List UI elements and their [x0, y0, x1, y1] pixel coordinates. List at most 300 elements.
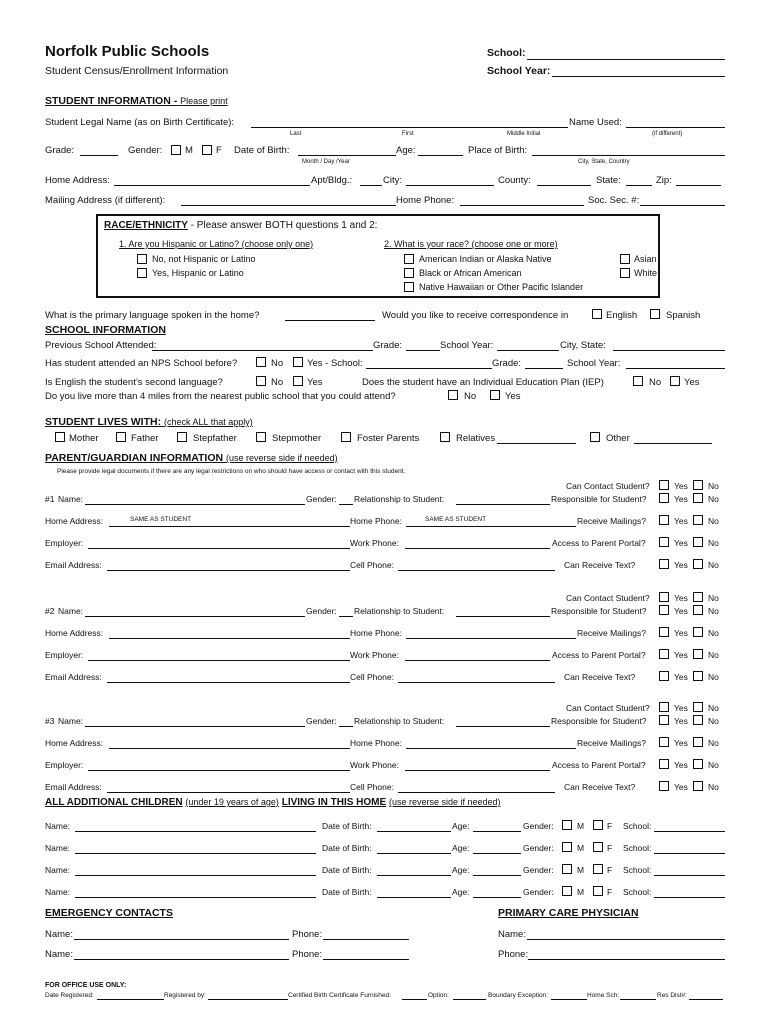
home-phone-label: Home Phone: [396, 195, 455, 206]
lives-relatives-field[interactable] [497, 443, 576, 444]
guardian-3-responsible-yes-label: Yes [674, 716, 688, 726]
gender-f-checkbox[interactable] [202, 145, 212, 155]
school-field[interactable] [527, 59, 725, 60]
physician-phone-field[interactable] [528, 959, 725, 960]
guardian-3-number: #3 [45, 716, 55, 726]
guardian-1-contact-yes-checkbox[interactable] [659, 480, 669, 490]
guardian-3-responsible-label: Responsible for Student? [551, 716, 647, 726]
child-1-name-field[interactable] [75, 831, 316, 832]
lives-stepmother-checkbox[interactable] [256, 432, 266, 442]
guardian-3-email-field[interactable] [107, 792, 350, 793]
guardian-3-contact-no-label: No [708, 703, 719, 713]
guardian-1-text-no-label: No [708, 560, 719, 570]
guardian-1-home-address-label: Home Address: [45, 516, 104, 526]
lives-mother-label: Mother [69, 433, 99, 444]
guardian-1-portal-yes-checkbox[interactable] [659, 537, 669, 547]
guardian-3-text-no-checkbox[interactable] [693, 781, 703, 791]
q2-amerind-label: American Indian or Alaska Native [419, 254, 552, 264]
guardian-3-portal-label: Access to Parent Portal? [552, 760, 646, 770]
guardian-3-mailings-yes-checkbox[interactable] [659, 737, 669, 747]
guardian-1-relationship-field[interactable] [456, 504, 550, 505]
office-option-label: Option: [428, 992, 449, 999]
child-3-name-field[interactable] [75, 875, 316, 876]
q2-white-checkbox[interactable] [620, 268, 630, 278]
state-field[interactable] [626, 185, 652, 186]
guardian-1-mailings-yes-label: Yes [674, 516, 688, 526]
child-1-age-label: Age: [452, 821, 470, 831]
guardian-2-portal-label: Access to Parent Portal? [552, 650, 646, 660]
guardian-1-text-label: Can Receive Text? [564, 560, 636, 570]
children-heading: ALL ADDITIONAL CHILDREN (under 19 years of age) LIVING IN THIS HOME (use reverse side if needed) [45, 797, 501, 808]
lives-mother-checkbox[interactable] [55, 432, 65, 442]
iep-label: Does the student have an Individual Education Plan (IEP) [362, 377, 604, 388]
lives-other-field[interactable] [634, 443, 712, 444]
nps-year-field[interactable] [626, 368, 725, 369]
child-1-name-label: Name: [45, 821, 71, 831]
emergency-phone-field-2[interactable] [323, 959, 409, 960]
prev-year-field[interactable] [497, 350, 559, 351]
guardian-2-email-label: Email Address: [45, 672, 102, 682]
guardian-1-cell-field[interactable] [398, 570, 555, 571]
guardian-2-responsible-yes-checkbox[interactable] [659, 605, 669, 615]
guardian-2-number: #2 [45, 606, 55, 616]
child-2-m-checkbox[interactable] [562, 842, 572, 852]
q2-asian-label: Asian [634, 254, 657, 264]
child-2-dob-label: Date of Birth: [322, 843, 372, 853]
age-field[interactable] [418, 155, 463, 156]
guardian-2-email-field[interactable] [107, 682, 350, 683]
name-used-label: Name Used: [569, 117, 622, 128]
lives-with-heading: STUDENT LIVES WITH: (check ALL that apply) [45, 416, 253, 428]
prev-year-label: School Year: [440, 340, 494, 351]
child-1-m-checkbox[interactable] [562, 820, 572, 830]
guardian-1-text-no-checkbox[interactable] [693, 559, 703, 569]
guardian-3-employer-field[interactable] [88, 770, 350, 771]
guardian-2-mailings-no-label: No [708, 628, 719, 638]
q1-yes-checkbox[interactable] [137, 268, 147, 278]
child-1-f-label: F [607, 821, 613, 831]
legal-name-label: Student Legal Name (as on Birth Certificate): [45, 117, 235, 128]
guardian-1-mailings-yes-checkbox[interactable] [659, 515, 669, 525]
q1-no-checkbox[interactable] [137, 254, 147, 264]
gender-m-checkbox[interactable] [171, 145, 181, 155]
guardian-1-name-field[interactable] [85, 504, 305, 505]
q2-black-checkbox[interactable] [404, 268, 414, 278]
q2-amerind-checkbox[interactable] [404, 254, 414, 264]
guardian-3-work-phone-label: Work Phone: [350, 760, 399, 770]
emergency-name-field-2[interactable] [74, 959, 289, 960]
school-label: School: [487, 47, 526, 59]
mailing-field[interactable] [181, 205, 396, 206]
guardian-2-can-contact-label: Can Contact Student? [566, 593, 650, 603]
lives-relatives-checkbox[interactable] [440, 432, 450, 442]
distance-label: Do you live more than 4 miles from the nearest public school that you could attend? [45, 391, 396, 402]
guardian-1-portal-yes-label: Yes [674, 538, 688, 548]
guardian-1-responsible-no-label: No [708, 494, 719, 504]
child-3-age-label: Age: [452, 865, 470, 875]
guardian-2-relationship-label: Relationship to Student: [354, 606, 445, 616]
lives-stepfather-checkbox[interactable] [177, 432, 187, 442]
nps-school-field[interactable] [366, 368, 492, 369]
distance-yes-checkbox[interactable] [490, 390, 500, 400]
office-date-label: Date Registered: [45, 992, 94, 999]
guardian-1-cell-label: Cell Phone: [350, 560, 394, 570]
zip-label: Zip: [656, 175, 672, 186]
guardian-3-mailings-no-label: No [708, 738, 719, 748]
lives-relatives-label: Relatives [456, 433, 496, 444]
ssn-field[interactable] [640, 205, 725, 206]
child-4-f-label: F [607, 887, 613, 897]
child-4-name-label: Name: [45, 887, 71, 897]
guardian-1-email-label: Email Address: [45, 560, 102, 570]
nps-yes-checkbox[interactable] [293, 357, 303, 367]
office-option-field[interactable] [453, 999, 486, 1000]
emergency-phone-label-2: Phone: [292, 949, 323, 960]
prev-grade-field[interactable] [406, 350, 440, 351]
office-date-field[interactable] [97, 999, 164, 1000]
child-3-age-field[interactable] [473, 875, 521, 876]
guardian-3-portal-no-label: No [708, 760, 719, 770]
physician-name-label: Name: [498, 929, 526, 940]
guardian-2-mailings-no-checkbox[interactable] [693, 627, 703, 637]
iep-yes-label: Yes [684, 377, 700, 388]
office-boundary-label: Boundary Exception: [488, 992, 548, 999]
nps-no-label: No [271, 358, 284, 369]
emergency-heading: EMERGENCY CONTACTS [45, 907, 173, 919]
guardian-1-number: #1 [45, 494, 55, 504]
q2-hawaiian-label: Native Hawaiian or Other Pacific Islander [419, 282, 584, 292]
guardian-2-responsible-no-checkbox[interactable] [693, 605, 703, 615]
guardian-2-work-phone-label: Work Phone: [350, 650, 399, 660]
child-3-f-checkbox[interactable] [593, 864, 603, 874]
guardian-3-relationship-field[interactable] [456, 726, 550, 727]
guardian-2-mailings-yes-label: Yes [674, 628, 688, 638]
guardian-2-employer-field[interactable] [88, 660, 350, 661]
zip-field[interactable] [676, 185, 721, 186]
nps-yes-label: Yes - School: [307, 358, 363, 369]
emergency-name-label-1: Name: [45, 929, 73, 940]
guardian-1-name-label: Name: [58, 494, 84, 504]
lives-stepfather-label: Stepfather [193, 433, 237, 444]
child-2-age-field[interactable] [473, 853, 521, 854]
guardian-1-portal-no-checkbox[interactable] [693, 537, 703, 547]
race-heading: RACE/ETHNICITY - Please answer BOTH questions 1 and 2: [104, 220, 378, 231]
child-3-f-label: F [607, 865, 613, 875]
guardian-3-mailings-no-checkbox[interactable] [693, 737, 703, 747]
child-4-school-field[interactable] [654, 897, 725, 898]
guardian-2-gender-field[interactable] [339, 616, 353, 617]
grade-label: Grade: [45, 145, 75, 156]
guardian-2-portal-no-checkbox[interactable] [693, 649, 703, 659]
sub-first: First [402, 131, 414, 137]
name-used-field[interactable] [626, 127, 725, 128]
guardian-3-mailings-yes-label: Yes [674, 738, 688, 748]
child-1-dob-label: Date of Birth: [322, 821, 372, 831]
sub-pob: City, State, Country [578, 159, 630, 165]
guardian-2-text-no-checkbox[interactable] [693, 671, 703, 681]
school-year-field[interactable] [552, 76, 725, 77]
child-2-m-label: M [577, 843, 585, 853]
guardian-2-home-address-field[interactable] [109, 638, 350, 639]
guardian-3-home-phone-field[interactable] [406, 748, 576, 749]
city-field[interactable] [406, 185, 494, 186]
city-label: City: [383, 175, 402, 186]
child-1-gender-label: Gender: [523, 821, 554, 831]
grade-field[interactable] [80, 155, 118, 156]
guardian-1-home-phone-field[interactable] [406, 526, 576, 527]
guardian-1-work-phone-field[interactable] [405, 548, 550, 549]
guardian-3-can-contact-label: Can Contact Student? [566, 703, 650, 713]
guardian-2-contact-no-label: No [708, 593, 719, 603]
child-2-f-label: F [607, 843, 613, 853]
guardian-2-home-phone-field[interactable] [406, 638, 576, 639]
city-state-field[interactable] [613, 350, 725, 351]
gender-m-label: M [185, 145, 193, 156]
age-label: Age: [396, 145, 416, 156]
child-3-m-label: M [577, 865, 585, 875]
child-2-dob-field[interactable] [377, 853, 451, 854]
guardian-2-mailings-label: Receive Mailings? [577, 628, 646, 638]
lives-other-checkbox[interactable] [590, 432, 600, 442]
guardian-2-responsible-no-label: No [708, 606, 719, 616]
guardian-3-name-field[interactable] [85, 726, 305, 727]
lives-stepmother-label: Stepmother [272, 433, 322, 444]
guardian-3-home-phone-label: Home Phone: [350, 738, 402, 748]
guardian-1-gender-field[interactable] [339, 504, 353, 505]
esl-yes-checkbox[interactable] [293, 376, 303, 386]
guardian-2-employer-label: Employer: [45, 650, 84, 660]
child-4-m-checkbox[interactable] [562, 886, 572, 896]
guardian-1-portal-no-label: No [708, 538, 719, 548]
english-checkbox[interactable] [592, 309, 602, 319]
guardian-2-relationship-field[interactable] [456, 616, 550, 617]
gender-label: Gender: [128, 145, 163, 156]
child-4-f-checkbox[interactable] [593, 886, 603, 896]
guardian-2-responsible-yes-label: Yes [674, 606, 688, 616]
child-3-dob-field[interactable] [377, 875, 451, 876]
guardian-1-responsible-yes-label: Yes [674, 494, 688, 504]
child-1-m-label: M [577, 821, 585, 831]
guardian-1-responsible-label: Responsible for Student? [551, 494, 647, 504]
pob-field[interactable] [532, 155, 725, 156]
guardian-3-cell-label: Cell Phone: [350, 782, 394, 792]
guardian-3-portal-yes-checkbox[interactable] [659, 759, 669, 769]
office-regby-field[interactable] [208, 999, 288, 1000]
esl-no-checkbox[interactable] [256, 376, 266, 386]
guardian-1-responsible-no-checkbox[interactable] [693, 493, 703, 503]
distance-yes-label: Yes [505, 391, 521, 402]
child-2-school-label: School: [623, 843, 652, 853]
guardian-3-home-address-field[interactable] [109, 748, 350, 749]
guardian-3-text-no-label: No [708, 782, 719, 792]
guardian-3-employer-label: Employer: [45, 760, 84, 770]
apt-field[interactable] [360, 185, 382, 186]
guardian-1-email-field[interactable] [107, 570, 350, 571]
child-4-m-label: M [577, 887, 585, 897]
emergency-name-label-2: Name: [45, 949, 73, 960]
child-4-dob-label: Date of Birth: [322, 887, 372, 897]
guardian-1-home-phone-label: Home Phone: [350, 516, 402, 526]
child-4-dob-field[interactable] [377, 897, 451, 898]
q2-asian-checkbox[interactable] [620, 254, 630, 264]
physician-name-field[interactable] [527, 939, 725, 940]
guardian-3-home-address-label: Home Address: [45, 738, 104, 748]
guardian-3-gender-field[interactable] [339, 726, 353, 727]
guardian-1-text-yes-label: Yes [674, 560, 688, 570]
prev-school-field[interactable] [152, 350, 373, 351]
child-2-name-label: Name: [45, 843, 71, 853]
guardian-instruction-text: Please provide legal documents if there are any legal restrictions on who should have access or contact with this student. [57, 468, 406, 475]
iep-yes-checkbox[interactable] [670, 376, 680, 386]
guardian-2-contact-no-checkbox[interactable] [693, 592, 703, 602]
office-cert-label: Certified Birth Certificate Furnished: [288, 992, 391, 999]
legal-name-field[interactable] [251, 127, 568, 128]
guardian-1-home-address-field[interactable] [109, 526, 350, 527]
race-q2: 2. What is your race? (choose one or more) [384, 239, 558, 249]
nps-year-label: School Year: [567, 358, 621, 369]
emergency-phone-field-1[interactable] [323, 939, 409, 940]
child-4-name-field[interactable] [75, 897, 316, 898]
mailing-label: Mailing Address (if different): [45, 195, 166, 206]
guardian-1-employer-field[interactable] [88, 548, 350, 549]
child-2-age-label: Age: [452, 843, 470, 853]
race-q1: 1. Are you Hispanic or Latino? (choose only one) [119, 239, 314, 249]
guardian-3-responsible-no-label: No [708, 716, 719, 726]
guardian-2-work-phone-field[interactable] [405, 660, 550, 661]
guardian-2-text-yes-label: Yes [674, 672, 688, 682]
q2-black-label: Black or African American [419, 268, 522, 278]
child-3-name-label: Name: [45, 865, 71, 875]
guardian-3-text-yes-checkbox[interactable] [659, 781, 669, 791]
guardian-3-contact-yes-checkbox[interactable] [659, 702, 669, 712]
guardian-1-portal-label: Access to Parent Portal? [552, 538, 646, 548]
gender-f-label: F [216, 145, 222, 156]
q1-yes-label: Yes, Hispanic or Latino [152, 268, 244, 278]
child-3-school-label: School: [623, 865, 652, 875]
child-3-gender-label: Gender: [523, 865, 554, 875]
child-3-dob-label: Date of Birth: [322, 865, 372, 875]
guardian-3-responsible-yes-checkbox[interactable] [659, 715, 669, 725]
guardian-1-mailings-label: Receive Mailings? [577, 516, 646, 526]
home-phone-field[interactable] [460, 205, 584, 206]
guardian-3-portal-no-checkbox[interactable] [693, 759, 703, 769]
lives-other-label: Other [606, 433, 630, 444]
q2-hawaiian-checkbox[interactable] [404, 282, 414, 292]
guardian-2-portal-yes-label: Yes [674, 650, 688, 660]
guardian-2-contact-yes-checkbox[interactable] [659, 592, 669, 602]
dob-field[interactable] [298, 155, 396, 156]
guardian-2-name-field[interactable] [85, 616, 305, 617]
guardian-3-portal-yes-label: Yes [674, 760, 688, 770]
child-2-f-checkbox[interactable] [593, 842, 603, 852]
guardian-2-home-address-label: Home Address: [45, 628, 104, 638]
guardian-1-contact-no-checkbox[interactable] [693, 480, 703, 490]
city-state-label: City, State: [560, 340, 606, 351]
guardian-1-text-yes-checkbox[interactable] [659, 559, 669, 569]
child-2-school-field[interactable] [654, 853, 725, 854]
office-resdist-label: Res Dist#: [657, 992, 687, 999]
guardian-2-portal-yes-checkbox[interactable] [659, 649, 669, 659]
office-resdist-field[interactable] [689, 999, 723, 1000]
guardian-1-responsible-yes-checkbox[interactable] [659, 493, 669, 503]
guardian-3-responsible-no-checkbox[interactable] [693, 715, 703, 725]
prev-grade-label: Grade: [373, 340, 403, 351]
office-cert-field[interactable] [402, 999, 427, 1000]
guardian-3-contact-yes-label: Yes [674, 703, 688, 713]
iep-no-label: No [649, 377, 662, 388]
guardian-3-contact-no-checkbox[interactable] [693, 702, 703, 712]
distance-no-checkbox[interactable] [448, 390, 458, 400]
guardian-3-work-phone-field[interactable] [405, 770, 550, 771]
guardian-2-text-no-label: No [708, 672, 719, 682]
home-address-field[interactable] [114, 185, 310, 186]
child-4-school-label: School: [623, 887, 652, 897]
child-1-dob-field[interactable] [377, 831, 451, 832]
page-subtitle: Student Census/Enrollment Information [45, 65, 229, 77]
pob-label: Place of Birth: [468, 145, 528, 156]
guardian-heading: PARENT/GUARDIAN INFORMATION (use reverse side if needed) [45, 452, 338, 464]
office-homesch-field[interactable] [620, 999, 656, 1000]
guardian-2-portal-no-label: No [708, 650, 719, 660]
child-3-m-checkbox[interactable] [562, 864, 572, 874]
child-1-f-checkbox[interactable] [593, 820, 603, 830]
nps-no-checkbox[interactable] [256, 357, 266, 367]
iep-no-checkbox[interactable] [633, 376, 643, 386]
guardian-2-text-yes-checkbox[interactable] [659, 671, 669, 681]
guardian-3-cell-field[interactable] [398, 792, 555, 793]
guardian-2-home-phone-label: Home Phone: [350, 628, 402, 638]
child-3-school-field[interactable] [654, 875, 725, 876]
lives-foster-label: Foster Parents [357, 433, 420, 444]
nps-grade-field[interactable] [525, 368, 563, 369]
guardian-1-employer-label: Employer: [45, 538, 84, 548]
guardian-2-mailings-yes-checkbox[interactable] [659, 627, 669, 637]
lives-father-checkbox[interactable] [116, 432, 126, 442]
home-address-label: Home Address: [45, 175, 110, 186]
english-label: English [606, 310, 638, 321]
child-2-name-field[interactable] [75, 853, 316, 854]
primary-language-field[interactable] [285, 320, 375, 321]
sub-if-different: (if different) [652, 131, 683, 137]
sub-last: Last [290, 131, 302, 137]
state-label: State: [596, 175, 621, 186]
lives-foster-checkbox[interactable] [341, 432, 351, 442]
office-regby-label: Registered by: [164, 992, 206, 999]
child-4-age-field[interactable] [473, 897, 521, 898]
spanish-label: Spanish [666, 310, 701, 321]
child-1-school-field[interactable] [654, 831, 725, 832]
guardian-1-mailings-no-checkbox[interactable] [693, 515, 703, 525]
child-4-age-label: Age: [452, 887, 470, 897]
sub-dob: Month / Day /Year [302, 159, 350, 165]
guardian-1-relationship-label: Relationship to Student: [354, 494, 445, 504]
guardian-2-cell-field[interactable] [398, 682, 555, 683]
child-1-age-field[interactable] [473, 831, 521, 832]
physician-heading: PRIMARY CARE PHYSICIAN [498, 907, 639, 919]
county-field[interactable] [537, 185, 591, 186]
guardian-1-work-phone-label: Work Phone: [350, 538, 399, 548]
guardian-3-name-label: Name: [58, 716, 84, 726]
school-year-label: School Year: [487, 65, 551, 77]
office-boundary-field[interactable] [551, 999, 587, 1000]
emergency-name-field-1[interactable] [74, 939, 289, 940]
guardian-2-cell-label: Cell Phone: [350, 672, 394, 682]
spanish-checkbox[interactable] [650, 309, 660, 319]
primary-language-label: What is the primary language spoken in the home? [45, 310, 260, 321]
ssn-label: Soc. Sec. #: [588, 195, 640, 206]
physician-phone-label: Phone: [498, 949, 529, 960]
guardian-2-text-label: Can Receive Text? [564, 672, 636, 682]
